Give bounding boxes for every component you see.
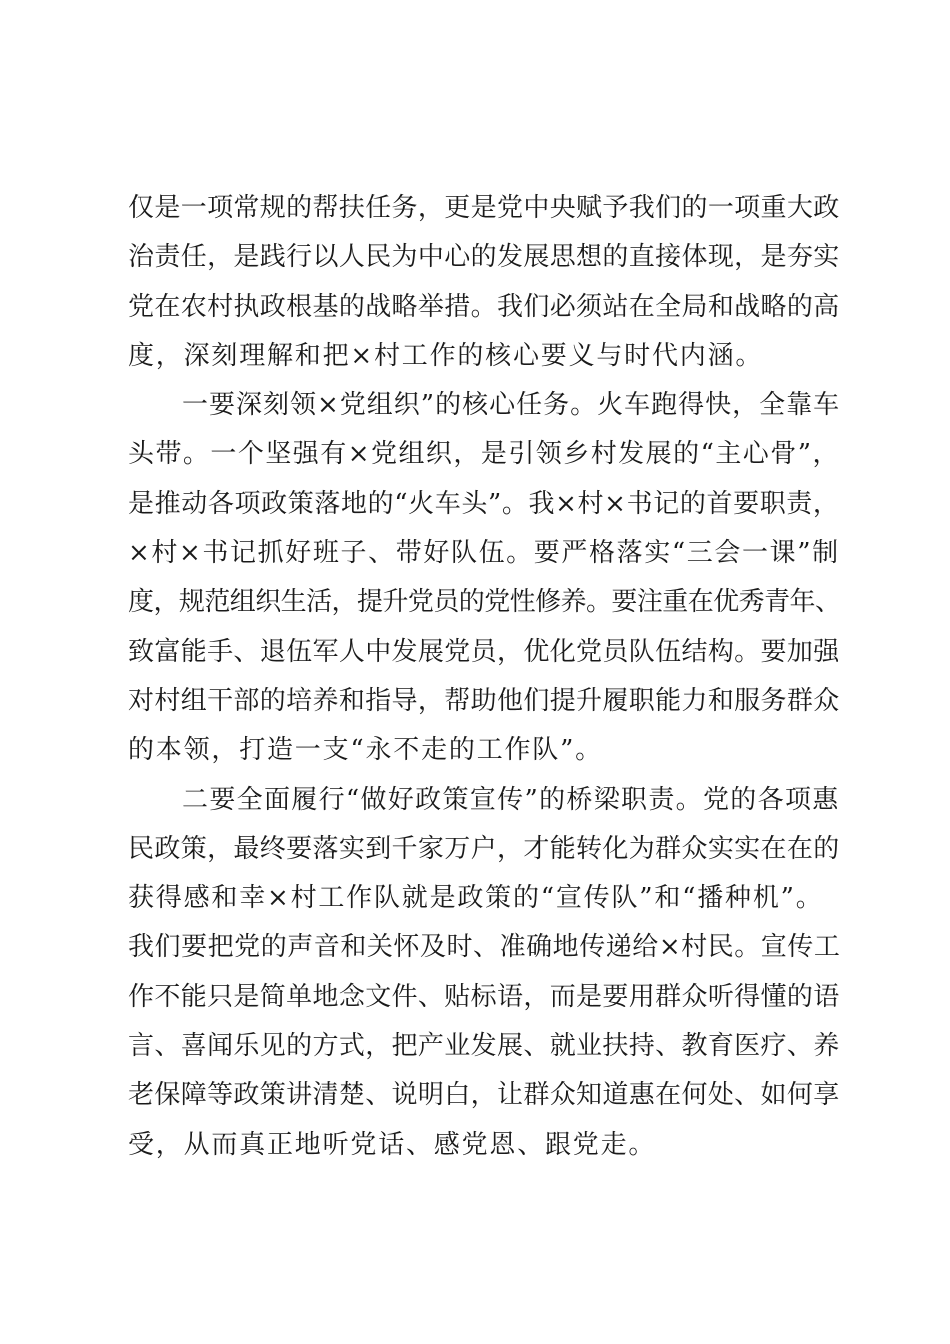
text-line: 度，深刻理解和把×村工作的核心要义与时代内涵。 [128,340,764,371]
text-line: 头带。一个坚强有×党组织，是引领乡村发展的“主心骨”， [128,439,840,470]
body-text [128,184,840,1170]
paragraph-first-line: 一要深刻领×党组织”的核心任务。火车跑得快，全靠车 [182,390,840,421]
text-line: 致富能手、退伍军人中发展党员，优化党员队伍结构。要加强 [128,636,840,667]
text-line: 度，规范组织生活，提升党员的党性修养。要注重在优秀青年、 [128,587,840,618]
text-line: ×村×书记抓好班子、带好队伍。要严格落实“三会一课”制 [128,538,840,569]
text-line: 我们要把党的声音和关怀及时、准确地传递给×村民。宣传工 [128,932,840,963]
text-line: 作不能只是简单地念文件、贴标语，而是要用群众听得懂的语 [128,981,840,1012]
text-line: 的本领，打造一支“永不走的工作队”。 [128,735,603,766]
text-line: 受，从而真正地听党话、感党恩、跟党走。 [128,1129,657,1160]
text-line: 仅是一项常规的帮扶任务，更是党中央赋予我们的一项重大政 [128,193,840,223]
text-line: 民政策，最终要落实到千家万户，才能转化为群众实实在在的 [128,833,840,864]
text-line: 获得感和幸×村工作队就是政策的“宣传队”和“播种机”。 [128,883,824,914]
text-line: 是推动各项政策落地的“火车头”。我×村×书记的首要职责， [128,488,840,519]
text-line: 老保障等政策讲清楚、说明白，让群众知道惠在何处、如何享 [128,1080,840,1111]
text-line: 言、喜闻乐见的方式，把产业发展、就业扶持、教育医疗、养 [128,1031,840,1062]
text-line: 党在农村执政根基的战略举措。我们必须站在全局和战略的高 [128,291,840,322]
paragraph-first-line: 二要全面履行“做好政策宣传”的桥梁职责。党的各项惠 [182,784,840,815]
text-line: 治责任，是践行以人民为中心的发展思想的直接体现，是夯实 [128,242,840,273]
text-line: 对村组干部的培养和指导，帮助他们提升履职能力和服务群众 [128,685,840,716]
